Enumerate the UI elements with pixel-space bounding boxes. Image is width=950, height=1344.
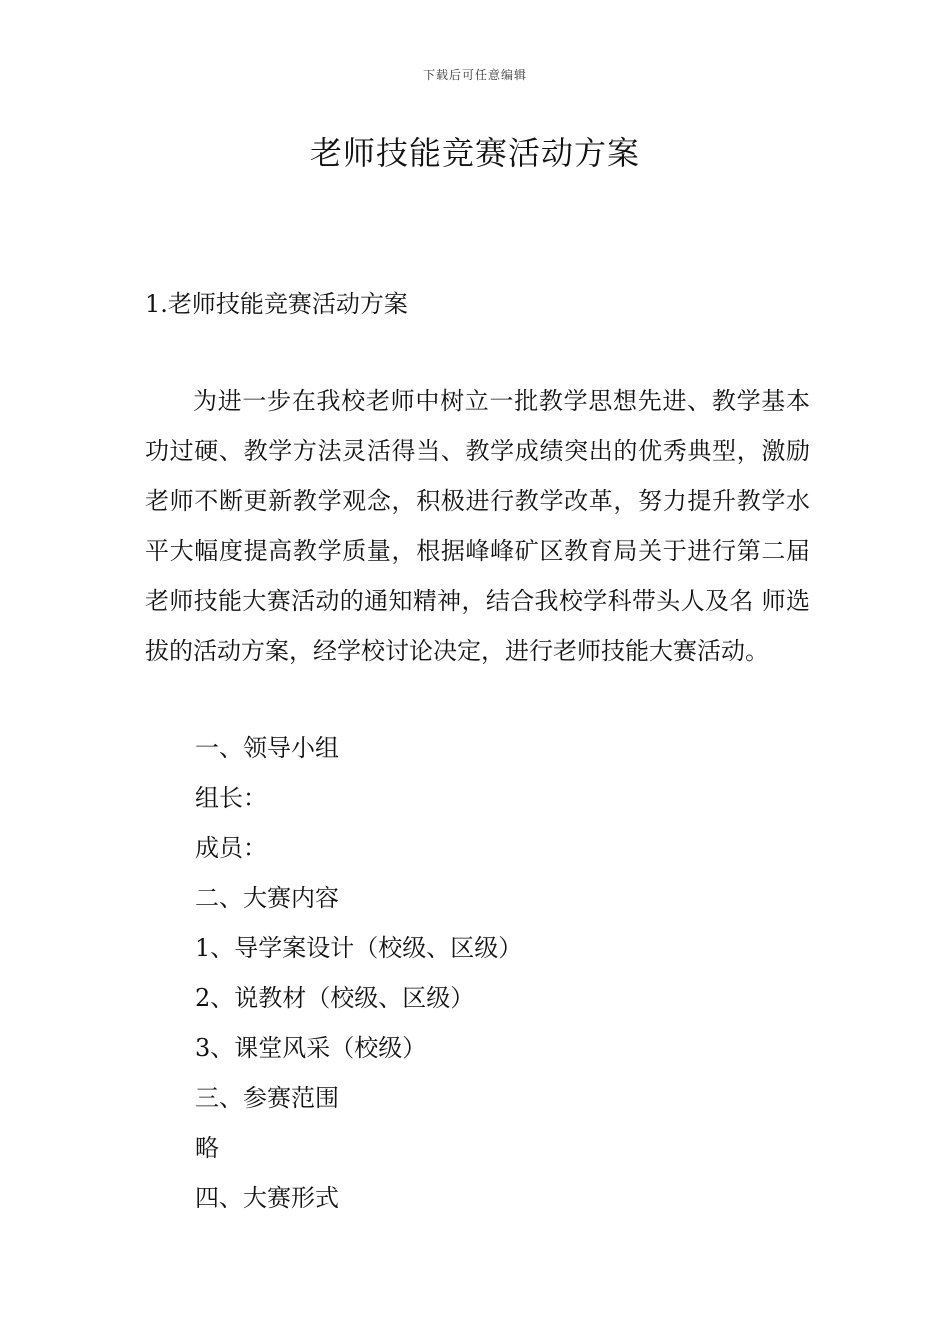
outline-item-textbook-talk: 2、说教材（校级、区级） <box>195 984 475 1012</box>
outline-item-lesson-plan-design: 1、导学案设计（校级、区级） <box>195 934 523 962</box>
outline-item-members: 成员： <box>195 834 267 862</box>
document-title: 老师技能竞赛活动方案 <box>309 134 640 172</box>
body-paragraph: 为进一步在我校老师中树立一批教学思想先进、教学基本功过硬、教学方法灵活得当、教学成绩突出的优秀典型，激励老师不断更新教学观念，积极进行教学改革，努力提升教学水平大幅度提高教学质量，根据峰峰矿区教育局关于进行第二届老师技能大赛活动的通知精神，结合我校学科带头人及名 师选拔的活动方案，经学校讨论决定，进行老师技能大赛活动。 <box>145 387 810 665</box>
outline-item-omitted: 略 <box>195 1134 219 1162</box>
header-note: 下载后可任意编辑 <box>422 68 527 82</box>
section-heading: 1.老师技能竞赛活动方案 <box>145 290 408 318</box>
outline-item-classroom-style: 3、课堂风采（校级） <box>195 1034 427 1062</box>
outline-item-participation-scope: 三、参赛范围 <box>195 1084 339 1112</box>
outline-item-group-leader: 组长： <box>195 784 267 812</box>
outline-item-contest-format: 四、大赛形式 <box>195 1184 339 1212</box>
outline-item-contest-content: 二、大赛内容 <box>195 884 339 912</box>
outline-list <box>195 723 522 1223</box>
outline-item-leadership-group: 一、领导小组 <box>195 734 339 762</box>
